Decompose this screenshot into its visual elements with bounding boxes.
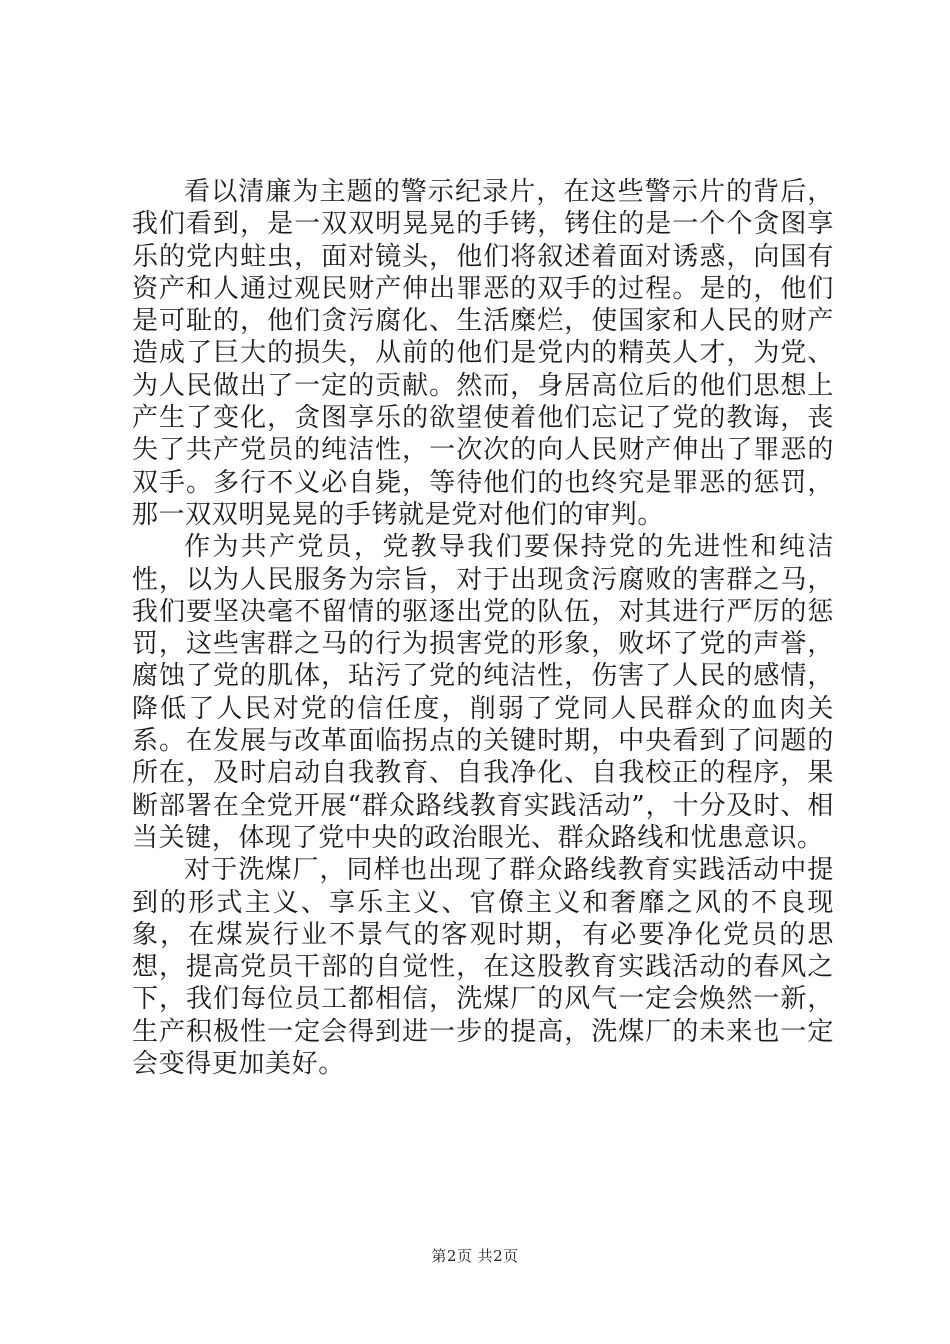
paragraph-2: 作为共产党员，党教导我们要保持党的先进性和纯洁性，以为人民服务为宗旨，对于出现贪污腐败的害群之马，我们要坚决毫不留情的驱逐出党的队伍，对其进行严厉的惩罚，这些害群之马的行为损害党的形象，败坏了党的声誉，腐蚀了党的肌体，玷污了党的纯洁性，伤害了人民的感情，降低了人民对党的信任度，削弱了党同人民群众的血肉关系。在发展与改革面临拐点的关键时期，中央看到了问题的所在，及时启动自我教育、自我净化、自我校正的程序，果断部署在全党开展“群众路线教育实践活动”，十分及时、相当关键，体现了党中央的政治眼光、群众路线和忧患意识。 <box>132 532 834 853</box>
page-number-footer: 第2页 共2页 <box>431 1247 519 1265</box>
paragraph-3: 对于洗煤厂，同样也出现了群众路线教育实践活动中提到的形式主义、享乐主义、官僚主义和奢靡之风的不良现象，在煤炭行业不景气的客观时期，有必要净化党员的思想，提高党员干部的自觉性，在这股教育实践活动的春风之下，我们每位员工都相信，洗煤厂的风气一定会焕然一新，生产积极性一定会得到进一步的提高，洗煤厂的未来也一定会变得更加美好。 <box>132 855 834 1080</box>
document-body <box>132 176 834 1080</box>
paragraph-1: 看以清廉为主题的警示纪录片，在这些警示片的背后，我们看到，是一双双明晃晃的手铐，铐住的是一个个贪图享乐的党内蛀虫，面对镜头，他们将叙述着面对诱惑，向国有资产和人通过观民财产伸出罪恶的双手的过程。是的，他们是可耻的，他们贪污腐化、生活糜烂，使国家和人民的财产造成了巨大的损失，从前的他们是党内的精英人才，为党、为人民做出了一定的贡献。然而，身居高位后的他们思想上产生了变化，贪图享乐的欲望使着他们忘记了党的教诲，丧失了共产党员的纯洁性，一次次的向人民财产伸出了罪恶的双手。多行不义必自毙，等待他们的也终究是罪恶的惩罚，那一双双明晃晃的手铐就是党对他们的审判。 <box>132 177 834 530</box>
